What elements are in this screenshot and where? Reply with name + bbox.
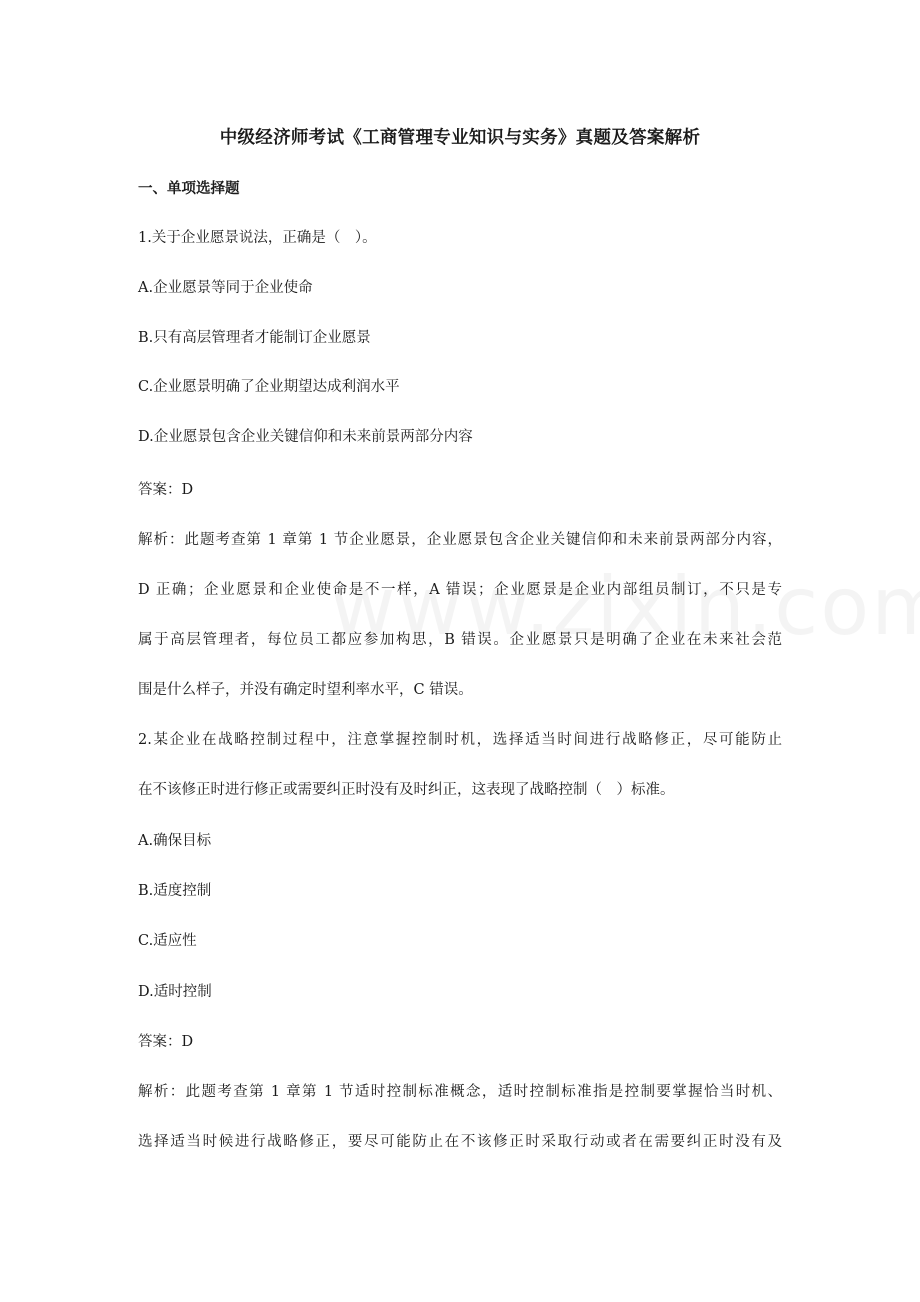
q1-option-b: B.只有高层管理者才能制订企业愿景 [138, 330, 371, 346]
q2-stem-line-1: 2.某企业在战略控制过程中，注意掌握控制时机，选择适当时间进行战略修正，尽可能防止 [138, 732, 782, 748]
section-heading: 一、单项选择题 [138, 181, 240, 197]
q2-analysis-line-2: 选择适当时候进行战略修正，要尽可能防止在不该修正时采取行动或者在需要纠正时没有及 [138, 1134, 782, 1150]
q2-analysis-line-1: 解析：此题考查第 1 章第 1 节适时控制标准概念，适时控制标准指是控制要掌握恰当时机、 [138, 1084, 782, 1100]
q2-answer: 答案：D [138, 1034, 194, 1050]
q1-answer: 答案：D [138, 482, 194, 498]
document-title: 中级经济师考试《工商管理专业知识与实务》真题及答案解析 [219, 128, 701, 148]
q1-option-c: C.企业愿景明确了企业期望达成利润水平 [138, 379, 400, 395]
q1-option-a: A.企业愿景等同于企业使命 [138, 280, 313, 296]
q1-analysis-line-4: 围是什么样子，并没有确定时望利率水平，C 错误。 [138, 682, 473, 698]
q2-option-c: C.适应性 [138, 933, 197, 949]
q1-analysis-line-1: 解析：此题考查第 1 章第 1 节企业愿景，企业愿景包含企业关键信仰和未来前景两部分内容， [138, 532, 782, 548]
q2-stem-line-2: 在不该修正时进行修正或需要纠正时没有及时纠正，这表现了战略控制（ ）标准。 [138, 782, 675, 798]
q2-option-a: A.确保目标 [138, 833, 212, 849]
q1-option-d: D.企业愿景包含企业关键信仰和未来前景两部分内容 [138, 429, 473, 445]
q1-stem: 1.关于企业愿景说法，正确是（ ）。 [138, 230, 377, 246]
q2-option-d: D.适时控制 [138, 984, 212, 1000]
q1-analysis-line-2: D 正确；企业愿景和企业使命是不一样，A 错误；企业愿景是企业内部组员制订，不只是专 [138, 582, 782, 598]
q1-analysis-line-3: 属于高层管理者，每位员工都应参加构思，B 错误。企业愿景只是明确了企业在未来社会范 [138, 632, 782, 648]
q2-option-b: B.适度控制 [138, 883, 212, 899]
